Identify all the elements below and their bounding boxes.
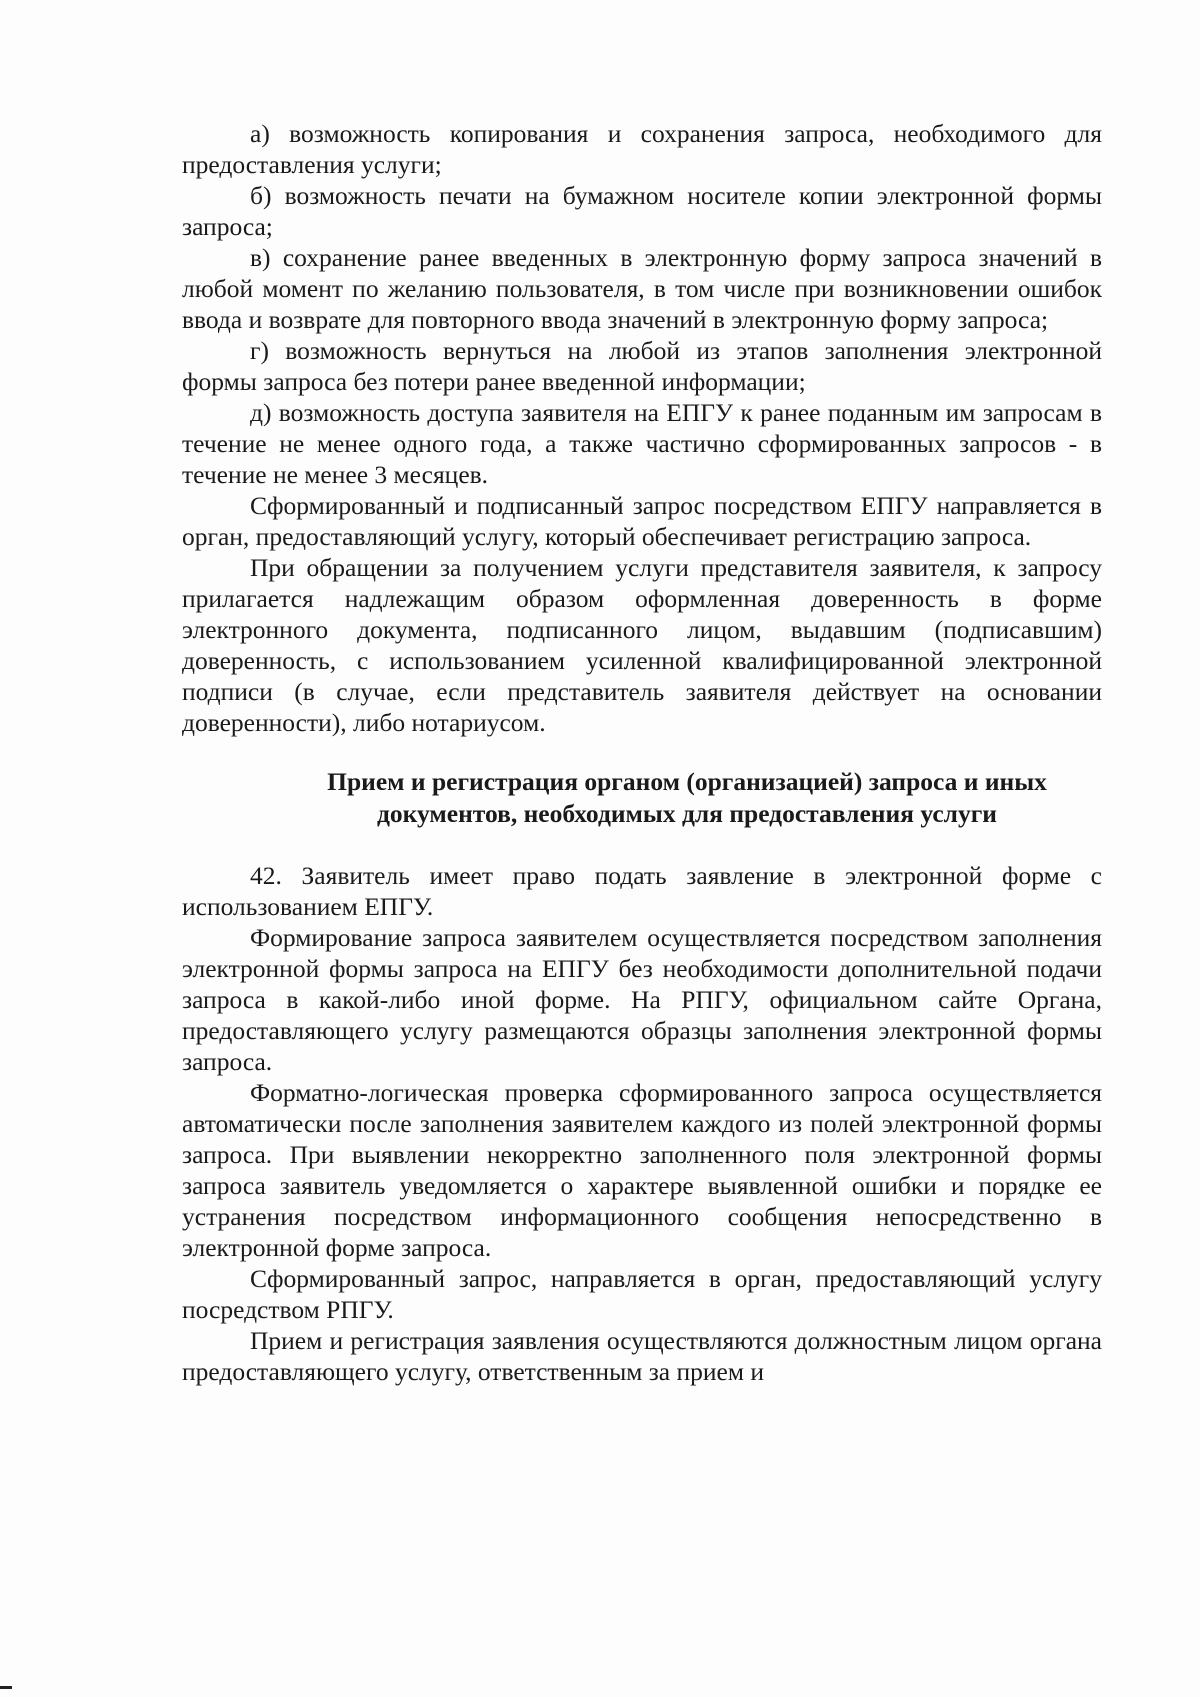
paragraph-item-v: в) сохранение ранее введенных в электронную форму запроса значений в любой момент по желанию пользователя, в том числе при возникновении ошибок ввода и возврате для повторного ввода значений в электронную форму запроса;: [182, 243, 1102, 334]
scan-edge-mark: [0, 1686, 12, 1689]
paragraph-item-d: д) возможность доступа заявителя на ЕПГУ к ранее поданным им запросам в течение не менее одного года, а также частично сформированных запросов - в течение не менее 3 месяцев.: [182, 398, 1102, 489]
paragraph-signed-request: Сформированный и подписанный запрос посредством ЕПГУ направляется в орган, предоставляющий услугу, который обеспечивает регистрацию запроса.: [182, 491, 1102, 551]
document-body: [182, 118, 1102, 1387]
paragraph-format-check: Форматно-логическая проверка сформированного запроса осуществляется автоматически после заполнения заявителем каждого из полей электронной формы запроса. При выявлении некорректно заполненного поля электронной формы запроса заявитель уведомляется о характере выявленной ошибки и порядке ее устранения посредством информационного сообщения непосредственно в электронной форме запроса.: [182, 1078, 1102, 1262]
paragraph-request-sent: Сформированный запрос, направляется в орган, предоставляющий услугу посредством РПГУ.: [182, 1264, 1102, 1324]
paragraph-item-g: г) возможность вернуться на любой из этапов заполнения электронной формы запроса без потери ранее введенной информации;: [182, 336, 1102, 396]
paragraph-representative: При обращении за получением услуги представителя заявителя, к запросу прилагается надлежащим образом оформленная доверенность в форме электронного документа, подписанного лицом, выдавшим (подписавшим) доверенность, с использованием усиленной квалифицированной электронной подписи (в случае, если представитель заявителя действует на основании доверенности), либо нотариусом.: [182, 553, 1102, 737]
paragraph-item-b: б) возможность печати на бумажном носителе копии электронной формы запроса;: [182, 181, 1102, 241]
section-heading: Прием и регистрация органом (организацией) запроса и иных документов, необходимых для предоставления услуги: [327, 767, 1047, 828]
paragraph-reception: Прием и регистрация заявления осуществляются должностным лицом органа предоставляющего услугу, ответственным за прием и: [182, 1326, 1102, 1386]
section-heading-block: [182, 766, 1102, 830]
paragraph-42: 42. Заявитель имеет право подать заявление в электронной форме с использованием ЕПГУ.: [182, 861, 1102, 921]
paragraph-item-a: а) возможность копирования и сохранения запроса, необходимого для предоставления услуги;: [182, 119, 1102, 179]
paragraph-request-forming: Формирование запроса заявителем осуществляется посредством заполнения электронной формы запроса на ЕПГУ без необходимости дополнительной подачи запроса в какой-либо иной форме. На РПГУ, официальном сайте Органа, предоставляющего услугу размещаются образцы заполнения электронной формы запроса.: [182, 923, 1102, 1076]
